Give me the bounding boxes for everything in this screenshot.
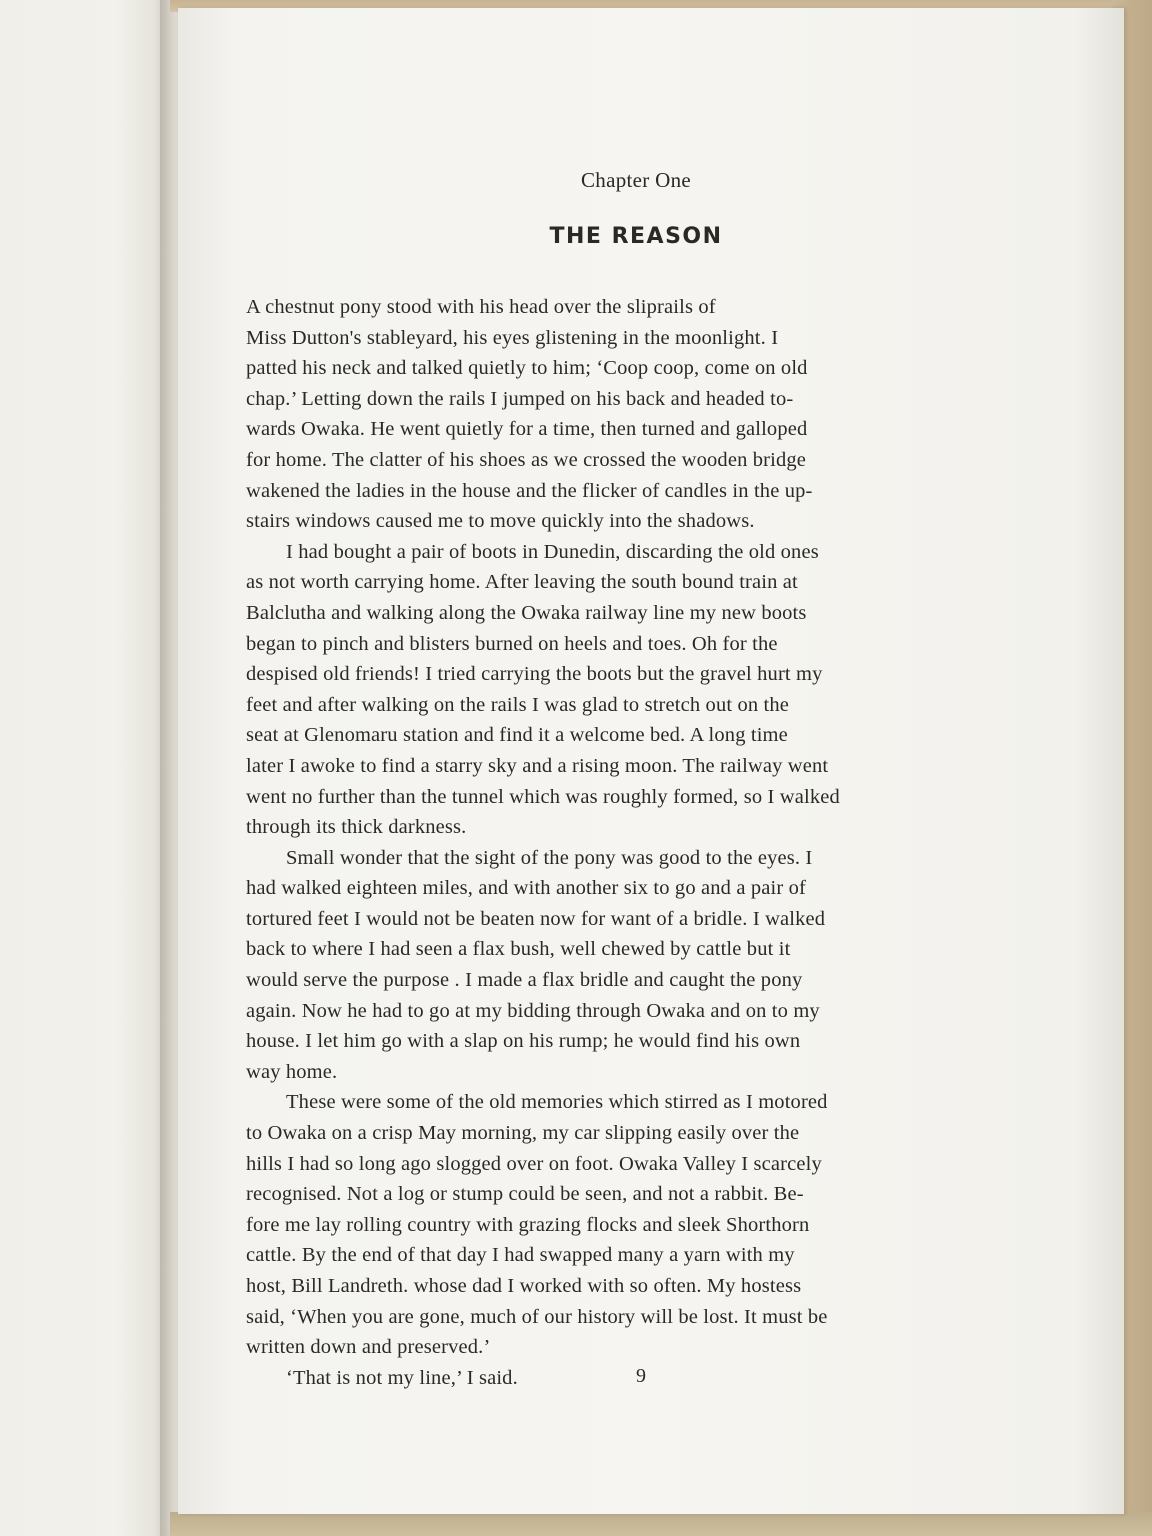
text-line: recognised. Not a log or stump could be seen, and not a rabbit. Be-	[246, 1183, 804, 1206]
text-line: way home.	[246, 1060, 338, 1083]
text-line: I had bought a pair of boots in Dunedin, discarding the old ones	[286, 540, 819, 563]
text-line: later I awoke to find a starry sky and a rising moon. The railway went	[246, 754, 829, 777]
text-line: had walked eighteen miles, and with another six to go and a pair of	[246, 877, 806, 900]
text-line: wards Owaka. He went quietly for a time, then turned and galloped	[246, 418, 808, 441]
text-line: went no further than the tunnel which was roughly formed, so I walked	[246, 785, 840, 808]
text-line: would serve the purpose . I made a flax bridle and caught the pony	[246, 969, 803, 992]
text-line: back to where I had seen a flax bush, well chewed by cattle but it	[246, 938, 791, 961]
text-line: stairs windows caused me to move quickly into the shadows.	[246, 510, 755, 533]
text-line: cattle. By the end of that day I had swapped many a yarn with my	[246, 1244, 795, 1267]
text-line: patted his neck and talked quietly to him; ‘Coop coop, come on old	[246, 357, 808, 380]
text-line: began to pinch and blisters burned on heels and toes. Oh for the	[246, 632, 778, 655]
body-text	[246, 292, 1016, 1393]
text-line: said, ‘When you are gone, much of our history will be lost. It must be	[246, 1305, 828, 1328]
text-line: through its thick darkness.	[246, 816, 467, 839]
text-line: A chestnut pony stood with his head over the sliprails of	[246, 296, 716, 318]
text-line: written down and preserved.’	[246, 1336, 491, 1359]
cover-bottom-edge	[170, 1512, 1152, 1536]
text-line: again. Now he had to go at my bidding through Owaka and on to my	[246, 999, 820, 1022]
text-line: hills I had so long ago slogged over on foot. Owaka Valley I scarcely	[246, 1152, 822, 1175]
text-line: feet and after walking on the rails I was glad to stretch out on the	[246, 693, 790, 716]
text-line: tortured feet I would not be beaten now for want of a bridle. I walked	[246, 907, 826, 930]
text-line: ‘That is not my line,’ I said.	[286, 1366, 518, 1389]
text-line: Small wonder that the sight of the pony was good to the eyes. I	[286, 846, 813, 869]
chapter-label: Chapter One	[580, 168, 691, 192]
text-line: as not worth carrying home. After leaving the south bound train at	[246, 571, 798, 594]
left-facing-page	[0, 0, 169, 1536]
text-line: Balclutha and walking along the Owaka railway line my new boots	[246, 601, 807, 624]
text-line: for home. The clatter of his shoes as we crossed the wooden bridge	[246, 448, 807, 471]
chapter-title: THE REASON	[549, 224, 723, 249]
page-number: 9	[636, 1365, 646, 1387]
text-line: house. I let him go with a slap on his rump; he would find his own	[246, 1030, 801, 1053]
text-line: host, Bill Landreth. whose dad I worked with so often. My hostess	[246, 1275, 802, 1297]
text-line: These were some of the old memories which stirred as I motored	[286, 1091, 828, 1114]
text-line: fore me lay rolling country with grazing flocks and sleek Shorthorn	[246, 1213, 810, 1236]
text-line: Miss Dutton's stableyard, his eyes glistening in the moonlight. I	[246, 326, 779, 349]
text-line: wakened the ladies in the house and the flicker of candles in the up-	[246, 479, 813, 502]
text-line: despised old friends! I tried carrying the boots but the gravel hurt my	[246, 663, 823, 686]
book-page	[178, 8, 1124, 1514]
text-line: seat at Glenomaru station and find it a welcome bed. A long time	[246, 724, 788, 747]
text-line: chap.’ Letting down the rails I jumped on his back and headed to-	[246, 387, 794, 410]
text-line: to Owaka on a crisp May morning, my car slipping easily over the	[246, 1122, 800, 1145]
